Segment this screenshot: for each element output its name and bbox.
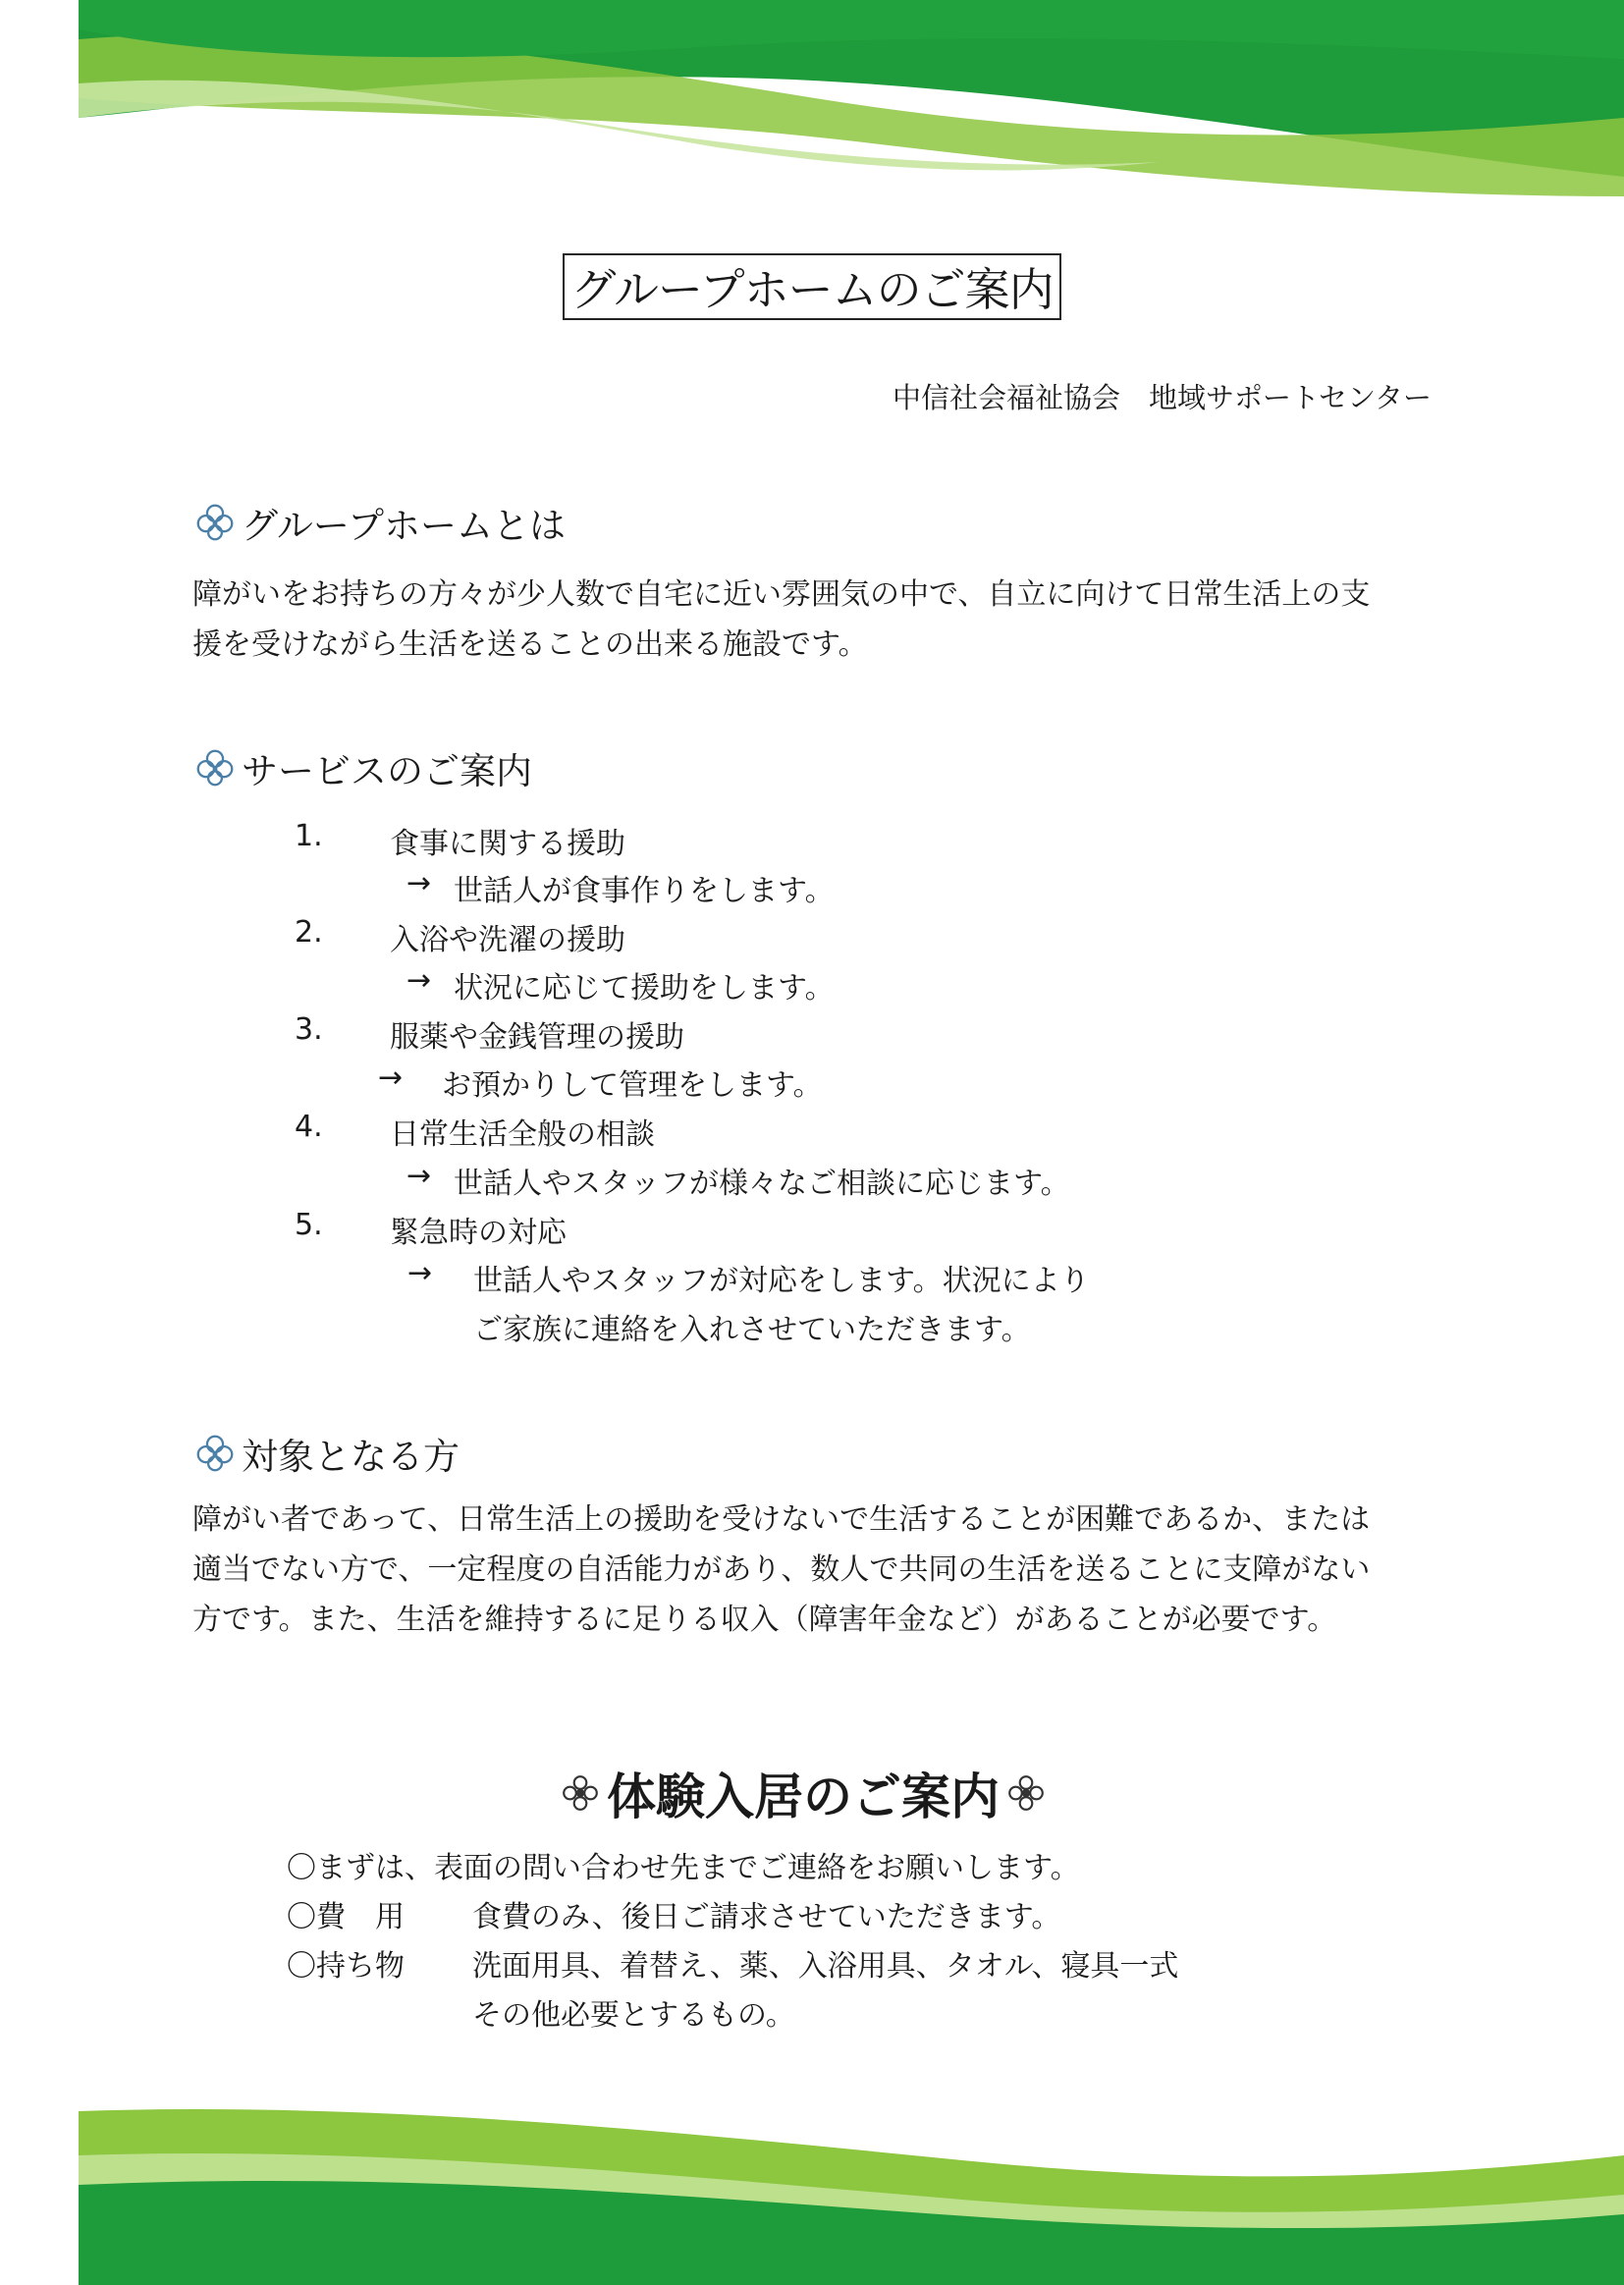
section-heading-text: グループホームとは bbox=[242, 505, 567, 547]
service-number: 4. bbox=[295, 1110, 323, 1144]
trial-items-value: その他必要とするもの。 bbox=[472, 1998, 795, 2033]
service-description: 世話人やスタッフが様々なご相談に応じます。 bbox=[454, 1167, 1070, 1201]
trial-items-value: 洗面用具、着替え、薬、入浴用具、タオル、寝具一式 bbox=[472, 1949, 1179, 1984]
paragraph-line: 障がいをお持ちの方々が少人数で自宅に近い雰囲気の中で、自立に向けて日常生活上の支 bbox=[192, 577, 1371, 612]
arrow-icon: → bbox=[406, 963, 432, 998]
flower-icon bbox=[560, 1772, 601, 1814]
trial-fee-value: 食費のみ、後日ご請求させていただきます。 bbox=[472, 1900, 1061, 1934]
service-title: 服薬や金銭管理の援助 bbox=[390, 1020, 684, 1055]
organization-name: 中信社会福祉協会 地域サポートセンター bbox=[893, 381, 1432, 414]
flower-icon bbox=[1005, 1772, 1047, 1814]
service-description: 状況に応じて援助をします。 bbox=[454, 971, 835, 1006]
clover-icon bbox=[192, 500, 238, 545]
about-paragraph bbox=[192, 570, 1439, 670]
section-heading-text: 対象となる方 bbox=[242, 1436, 460, 1478]
service-title: 日常生活全般の相談 bbox=[390, 1117, 655, 1152]
arrow-icon: → bbox=[407, 1256, 433, 1290]
section-heading-services bbox=[192, 741, 532, 794]
paragraph-line: 方です。また、生活を維持するに足りる収入（障害年金など）があることが必要です。 bbox=[192, 1603, 1337, 1637]
trial-fee-label: 〇費 用 bbox=[287, 1900, 405, 1934]
arrow-icon: → bbox=[406, 1159, 432, 1193]
page-title: グループホームのご案内 bbox=[563, 253, 1061, 320]
trial-intro: 〇まずは、表面の問い合わせ先までご連絡をお願いします。 bbox=[287, 1851, 1080, 1885]
trial-heading bbox=[554, 1758, 1053, 1828]
clover-icon bbox=[192, 1431, 238, 1476]
top-wave-band bbox=[79, 0, 1624, 196]
service-description: お預かりして管理をします。 bbox=[442, 1068, 823, 1103]
service-description: 世話人やスタッフが対応をします。状況により bbox=[473, 1264, 1090, 1298]
clover-icon bbox=[192, 745, 238, 790]
arrow-icon: → bbox=[406, 866, 432, 900]
arrow-icon: → bbox=[378, 1061, 404, 1095]
paragraph-line: 援を受けながら生活を送ることの出来る施設です。 bbox=[192, 627, 868, 662]
eligibility-paragraph bbox=[192, 1495, 1439, 1645]
service-number: 5. bbox=[295, 1208, 323, 1242]
paragraph-line: 適当でない方で、一定程度の自活能力があり、数人で共同の生活を送ることに支障がない bbox=[192, 1552, 1371, 1587]
section-heading-about bbox=[192, 496, 566, 549]
section-heading-eligibility bbox=[192, 1427, 460, 1480]
trial-heading-text: 体験入居のご案内 bbox=[607, 1768, 1000, 1825]
service-number: 2. bbox=[295, 915, 323, 950]
service-number: 1. bbox=[295, 819, 323, 853]
trial-items-label: 〇持ち物 bbox=[287, 1949, 405, 1984]
section-heading-text: サービスのご案内 bbox=[242, 750, 532, 792]
service-description: 世話人が食事作りをします。 bbox=[454, 874, 835, 908]
bottom-wave-band bbox=[79, 2101, 1624, 2285]
service-title: 入浴や洗濯の援助 bbox=[390, 923, 625, 957]
paragraph-line: 障がい者であって、日常生活上の援助を受けないで生活することが困難であるか、または bbox=[192, 1502, 1371, 1537]
service-number: 3. bbox=[295, 1012, 323, 1047]
service-title: 食事に関する援助 bbox=[390, 827, 625, 861]
service-description: ご家族に連絡を入れさせていただきます。 bbox=[473, 1313, 1031, 1347]
service-title: 緊急時の対応 bbox=[390, 1216, 567, 1250]
